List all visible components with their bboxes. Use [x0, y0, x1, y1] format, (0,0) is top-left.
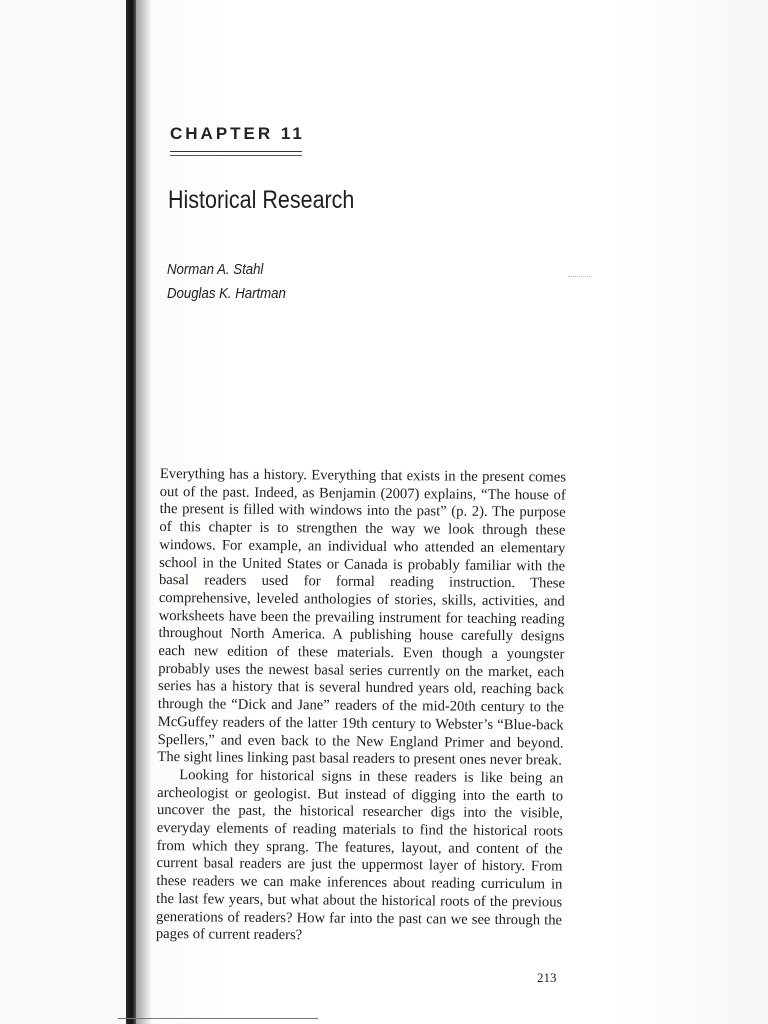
author-list: [167, 258, 286, 306]
page-number: 213: [537, 970, 557, 985]
author-name: Douglas K. Hartman: [167, 285, 286, 302]
binding-gradient: [136, 0, 152, 1024]
scan-artifact: [568, 276, 592, 277]
chapter-title: Historical Research: [168, 186, 355, 214]
bottom-edge-line: [118, 1018, 318, 1019]
chapter-body: [156, 466, 566, 948]
scan-margin: [0, 0, 126, 1024]
author-name: Norman A. Stahl: [167, 261, 264, 278]
chapter-label: CHAPTER 11: [170, 124, 305, 143]
body-paragraph: Everything has a history. Everything that exists in the present comes out of the past. Indeed, as Benjamin (2007) explains, “The house of the present is filled with windows into the past” (p. 2). The purpose of this chapter is to strengthen the way we look through these windows. For example, an individual who attended an elementary school in the United States or Canada is probably familiar with the basal readers used for formal reading instruction. These comprehensive, leveled anthologies of stories, skills, activities, and worksheets have been the prevailing instrument for teaching reading throughout North America. A publishing house carefully designs each new edition of these materials. Even though a youngster probably uses the newest basal series currently on the market, each series has a history that is several hundred years old, reaching back through the “Dick and Jane” readers of the mid-20th century to the McGuffey readers of the latter 19th century to Webster’s “Blue-back Spellers,” and even back to the New England Primer and beyond. The sight lines linking past basal readers to present ones never break.: [157, 466, 566, 769]
body-paragraph: Looking for historical signs in these readers is like being an archeologist or geologist. But instead of digging into the earth to uncover the past, the historical researcher digs into the visible, everyday elements of reading materials to find the historical roots from which they sprang. The features, layout, and content of the current basal readers are just the uppermost layer of history. From these readers we can make inferences about reading curriculum in the last few years, but what about the historical roots of the previous generations of readers? How far into the past can we see through the pages of current readers?: [155, 767, 564, 944]
chapter-rule: [170, 151, 302, 152]
chapter-rule-secondary: [170, 155, 302, 156]
book-binding-shadow: [126, 0, 136, 1024]
